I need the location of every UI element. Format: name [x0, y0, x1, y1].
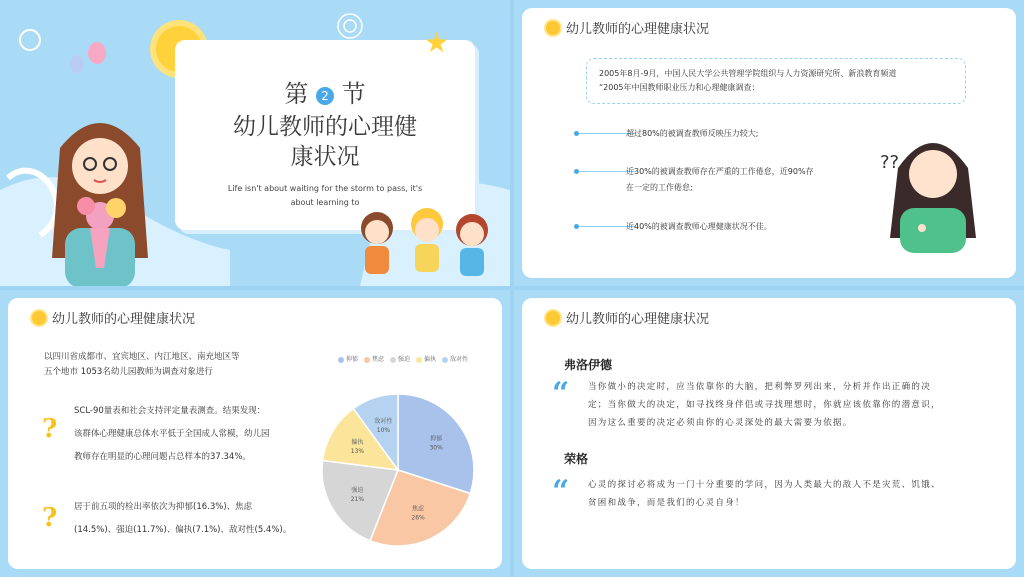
content-card [522, 8, 1016, 278]
slide-survey[interactable] [514, 0, 1024, 286]
source-line: 2005年8月-9月，中国人民大学公共管理学院组织与人力资源研究所、新浪教育频道 [599, 69, 897, 78]
content-card [8, 298, 502, 569]
slide-title[interactable] [0, 0, 510, 286]
subtitle-line: about learning to [290, 198, 360, 207]
slide-header [546, 18, 709, 37]
text-line: 心灵的探讨必将成为一门十分重要的学问，因为人类最大的敌人不是灾荒、饥饿、 [588, 480, 941, 490]
legend-label: 抑郁 [346, 356, 359, 363]
legend-label: 敌对性 [450, 356, 469, 363]
text-line: SCL-90量表和社会支持评定量表测查。结果发现： [74, 406, 266, 416]
legend-label: 焦虑 [372, 356, 385, 363]
header-title: 幼儿教师的心理健康状况 [52, 312, 196, 327]
bullet-dot [574, 169, 579, 174]
sun-icon [546, 311, 560, 325]
page-title [175, 112, 475, 172]
text-line: (14.5%)、强迫(11.7%)、偏执(7.1%)、敌对性(5.4%)。 [74, 525, 292, 535]
legend-swatch [390, 357, 396, 363]
quote-author: 弗洛伊德 [564, 358, 613, 372]
pie-value-label: 13% [350, 448, 365, 456]
title-line: 幼儿教师的心理健 [233, 114, 417, 140]
quote-mark-icon: “ [552, 474, 570, 509]
heading-suffix: 节 [341, 80, 366, 108]
legend-item [390, 354, 410, 363]
legend-swatch [338, 357, 344, 363]
star-icon: ★ [424, 26, 450, 59]
pie-value-label: 10% [376, 427, 391, 435]
thinking-girl-illustration [878, 128, 988, 258]
children-illustration [352, 206, 502, 286]
pie-category-label: 敌对性 [374, 418, 393, 426]
slide-statistics[interactable] [0, 290, 510, 577]
chart-legend [338, 354, 468, 363]
rates-text [74, 496, 291, 542]
text-line: 该群体心理健康总体水平低于全国成人常模，幼儿园 [74, 429, 270, 439]
sun-icon [32, 311, 46, 325]
quote-mark-icon: “ [552, 376, 570, 411]
text-line: 因为这么重要的决定必须由你的心灵深处的最大需要为依据。 [588, 418, 853, 428]
text-line: 以四川省成都市、宜宾地区、内江地区、南充地区等 [44, 352, 240, 362]
pie-value-label: 26% [411, 514, 425, 522]
quote-text [588, 476, 1008, 512]
pie-chart [308, 380, 488, 560]
question-mark-icon: ? [42, 503, 58, 533]
intro-text [44, 350, 240, 380]
legend-item [416, 354, 436, 363]
finding-text [74, 400, 270, 469]
sun-icon [546, 21, 560, 35]
legend-swatch [442, 357, 448, 363]
text-line: 教师存在明显的心理问题占总样本的37.34%。 [74, 452, 251, 462]
legend-item [364, 354, 384, 363]
bullet-item [626, 126, 758, 142]
text-line: 五个地市 1053名幼儿园教师为调查对象进行 [44, 367, 213, 377]
text-line: 贫困和战争，而是我们的心灵自身！ [588, 498, 745, 508]
text-line: 定；当你做大的决定，如寻找终身伴侣或寻找理想时，你就应该依靠你的潜意识， [588, 400, 941, 410]
legend-item [338, 354, 358, 363]
subtitle-line: Life isn't about waiting for the storm to pass, it's [227, 184, 423, 193]
text-line: 居于前五项的检出率依次为抑郁(16.3%)、焦虑 [74, 502, 253, 512]
legend-label: 强迫 [398, 356, 411, 363]
svg-text:??: ?? [880, 152, 900, 173]
header-title: 幼儿教师的心理健康状况 [566, 22, 710, 37]
bullet-text: 近30%的被调查教师存在严重的工作倦怠，近90%存 [626, 167, 814, 176]
pie-value-label: 21% [350, 495, 365, 503]
title-line: 康状况 [290, 144, 360, 170]
balloon-icon [88, 42, 106, 64]
slide-header [32, 308, 195, 327]
bullet-item [626, 164, 814, 196]
slide-header [546, 308, 709, 327]
bullet-text: 在一定的工作倦怠; [626, 183, 693, 192]
heading-section [175, 74, 475, 109]
question-mark-icon: ? [42, 414, 58, 444]
source-box [586, 58, 966, 104]
bullet-text: 近40%的被调查教师心理健康状况不佳。 [626, 222, 772, 231]
heading-prefix: 第 [284, 80, 309, 108]
bullet-dot [574, 131, 579, 136]
quote-text [588, 378, 1008, 432]
content-card [522, 298, 1016, 569]
pie-category-label: 焦虑 [412, 505, 425, 513]
legend-label: 偏执 [424, 356, 437, 363]
pie-category-label: 强迫 [351, 486, 364, 494]
source-line: “2005年中国教师职业压力和心理健康调查： [599, 83, 760, 92]
legend-item [442, 354, 468, 363]
pie-value-label: 30% [429, 444, 443, 452]
quote-author: 荣格 [564, 452, 589, 466]
section-number-badge: 2 [316, 87, 334, 105]
bullet-item [626, 219, 772, 235]
bullet-text: 超过80%的被调查教师反映压力较大; [626, 129, 759, 138]
teacher-illustration [30, 108, 170, 286]
slide-quotes[interactable] [514, 290, 1024, 577]
text-line: 当你做小的决定时，应当依靠你的大脑，把利弊罗列出来，分析并作出正确的决 [588, 382, 932, 392]
pie-category-label: 抑郁 [430, 435, 443, 443]
legend-swatch [416, 357, 422, 363]
balloon-icon [70, 55, 84, 73]
legend-swatch [364, 357, 370, 363]
header-title: 幼儿教师的心理健康状况 [566, 312, 710, 327]
pie-category-label: 偏执 [351, 439, 364, 447]
bullet-dot [574, 224, 579, 229]
